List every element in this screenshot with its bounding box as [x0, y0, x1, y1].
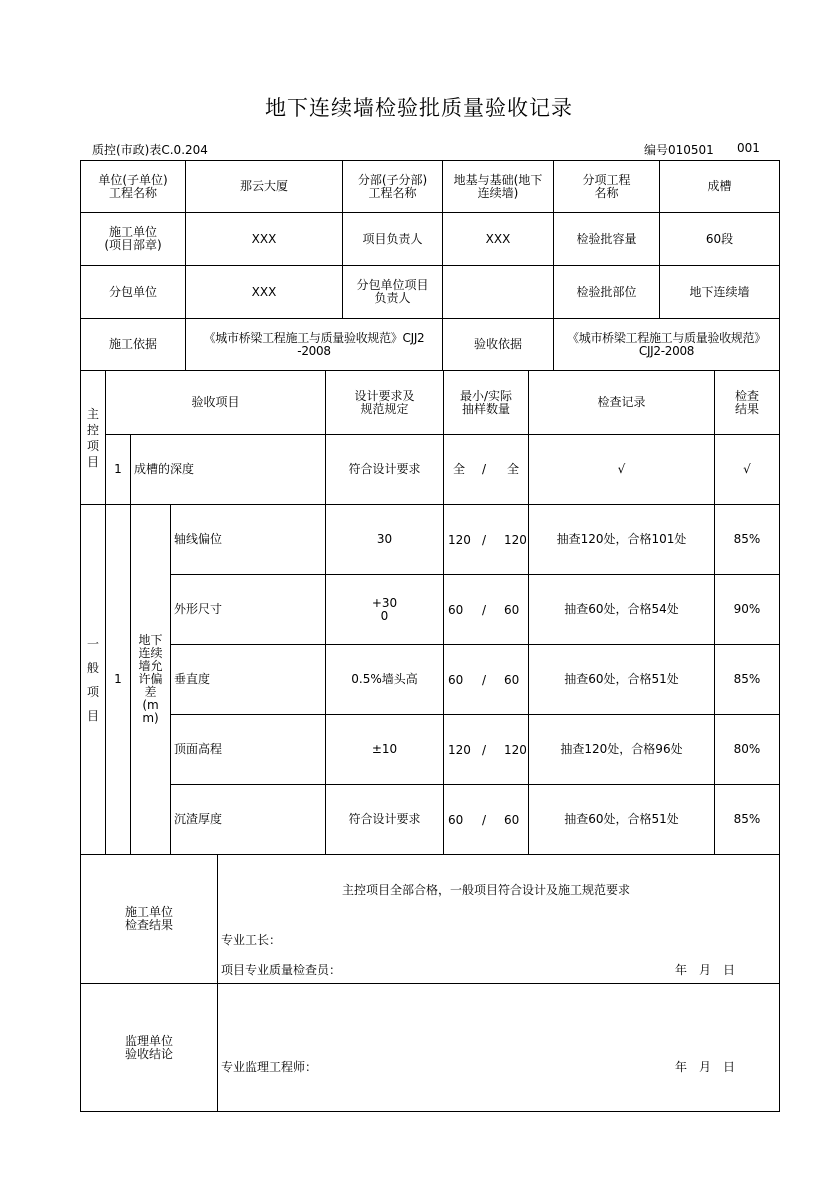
sub-label: 分包单位 [80, 265, 186, 319]
sample-min: 60 [448, 602, 464, 617]
supervisor-box [217, 983, 780, 1112]
division-value: 地基与基础(地下 连续墙) [442, 160, 554, 213]
general-row-result: 85% [714, 644, 780, 715]
division-label: 分部(子分部) 工程名称 [342, 160, 443, 213]
general-row-design: +30 0 [325, 574, 444, 645]
general-row-sample [443, 644, 529, 715]
basis-label: 施工依据 [80, 318, 186, 371]
supervisor-engineer: 专业监理工程师： [221, 1060, 318, 1074]
general-row-sample [443, 784, 529, 855]
main-control-section [80, 370, 106, 505]
general-row-design: 0.5%墙头高 [325, 644, 444, 715]
general-row-sample [443, 574, 529, 645]
sample-min: 120 [448, 532, 471, 547]
main-row-result: √ [714, 434, 780, 505]
general-no: 1 [105, 504, 131, 855]
general-row-result: 85% [714, 504, 780, 575]
general-row-record: 抽查60处，合格54处 [528, 574, 715, 645]
sample-actual: 60 [504, 602, 520, 617]
sub-pm-value [442, 265, 554, 319]
pm-value: XXX [442, 212, 554, 266]
contractor-conclusion: 主控项目全部合格，一般项目符合设计及施工规范要求 [342, 883, 631, 897]
page-title: 地下连续墙检验批质量验收记录 [265, 96, 573, 120]
general-row-design: ±10 [325, 714, 444, 785]
supervisor-date: 年 月 日 [675, 1060, 736, 1074]
main-row-sample [443, 434, 529, 505]
sub-value: XXX [185, 265, 343, 319]
sample-min: 120 [448, 742, 471, 757]
col-result-header: 检查 结果 [714, 370, 780, 435]
unit-label: 单位(子单位) 工程名称 [80, 160, 186, 213]
col-record-header: 检查记录 [528, 370, 715, 435]
record-number: 编号010501 [644, 143, 714, 157]
general-row-sample [443, 504, 529, 575]
general-row-name: 外形尺寸 [170, 574, 326, 645]
general-row-record: 抽查120处，合格101处 [528, 504, 715, 575]
inspector-label: 项目专业质量检查员： [221, 963, 342, 977]
contractor-date: 年 月 日 [675, 963, 736, 977]
general-row-name: 垂直度 [170, 644, 326, 715]
sample-min: 60 [448, 812, 464, 827]
sample-min: 全 [453, 462, 466, 476]
general-section [80, 504, 106, 855]
general-group [130, 504, 171, 855]
sample-sep: / [482, 672, 487, 687]
general-row-design: 30 [325, 504, 444, 575]
pm-label: 项目负责人 [342, 212, 443, 266]
general-label: 一般项目 [86, 636, 99, 723]
general-row-result: 90% [714, 574, 780, 645]
capacity-value: 60段 [659, 212, 780, 266]
sample-sep: / [482, 532, 487, 547]
sample-actual: 120 [504, 532, 527, 547]
accept-basis-label: 验收依据 [442, 318, 554, 371]
sample-sep: / [482, 812, 487, 827]
contractor-check-label: 施工单位 检查结果 [80, 854, 218, 984]
sample-sep: / [482, 742, 487, 757]
main-row-no: 1 [105, 434, 131, 505]
subitem-value: 成槽 [659, 160, 780, 213]
unit-value: 那云大厦 [185, 160, 343, 213]
capacity-label: 检验批容量 [553, 212, 660, 266]
main-row-record: √ [528, 434, 715, 505]
basis-value: 《城市桥梁工程施工与质量验收规范》CJJ2 -2008 [185, 318, 443, 371]
general-row-record: 抽查120处，合格96处 [528, 714, 715, 785]
subitem-label: 分项工程 名称 [553, 160, 660, 213]
accept-basis-value: 《城市桥梁工程施工与质量验收规范》 CJJ2-2008 [553, 318, 780, 371]
col-item-header: 验收项目 [105, 370, 326, 435]
col-design-header: 设计要求及 规范规定 [325, 370, 444, 435]
sample-actual: 全 [507, 462, 520, 476]
supervisor-label: 监理单位 验收结论 [80, 983, 218, 1112]
sample-min: 60 [448, 672, 464, 687]
general-row-result: 85% [714, 784, 780, 855]
general-row-result: 80% [714, 714, 780, 785]
main-control-label: 主控项目 [86, 406, 99, 469]
general-row-record: 抽查60处，合格51处 [528, 784, 715, 855]
general-row-name: 轴线偏位 [170, 504, 326, 575]
contractor-value: XXX [185, 212, 343, 266]
form-code: 质控(市政)表C.0.204 [92, 143, 208, 157]
record-number-suffix: 001 [737, 141, 760, 155]
general-row-design: 符合设计要求 [325, 784, 444, 855]
contractor-label: 施工单位 (项目部章) [80, 212, 186, 266]
general-row-name: 沉渣厚度 [170, 784, 326, 855]
sample-actual: 120 [504, 742, 527, 757]
sample-actual: 60 [504, 812, 520, 827]
main-row-name: 成槽的深度 [130, 434, 326, 505]
general-row-record: 抽查60处，合格51处 [528, 644, 715, 715]
general-row-sample [443, 714, 529, 785]
main-row-design: 符合设计要求 [325, 434, 444, 505]
general-group-label: 地下连续墙允许偏差(mm) [138, 633, 163, 725]
general-row-name: 顶面高程 [170, 714, 326, 785]
sample-actual: 60 [504, 672, 520, 687]
location-label: 检验批部位 [553, 265, 660, 319]
sample-sep: / [482, 602, 487, 617]
sample-sep: / [482, 462, 487, 476]
sub-pm-label: 分包单位项目 负责人 [342, 265, 443, 319]
col-sample-header: 最小/实际 抽样数量 [443, 370, 529, 435]
foreman-label: 专业工长： [221, 933, 282, 947]
location-value: 地下连续墙 [659, 265, 780, 319]
